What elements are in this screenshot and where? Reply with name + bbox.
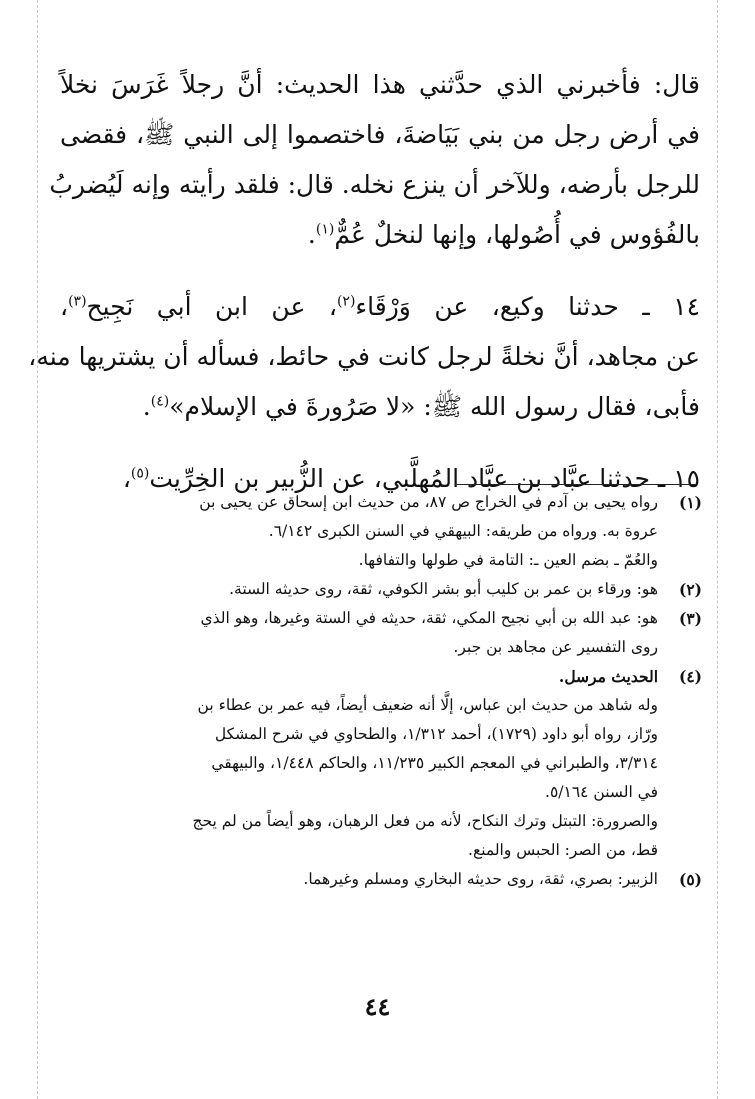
footnote-number: (١) [678, 493, 702, 512]
footnote-text: هو: ورقاء بن عمر بن كليب أبو بشر الكوفي، ثقة، روى حديثه الستة. [229, 580, 658, 598]
footnote-text: وله شاهد من حديث ابن عباس، إلَّا أنه ضعيف أيضاً، فيه عمر بن عطاء بن [197, 696, 658, 714]
text-line: ١٥ ـ حدثنا عبَّاد بن عبَّاد المُهلَّبي، عن الزُّبير بن الخِرِّيت$^{(٥)}$، [122, 464, 700, 493]
page-number: ٤٤ [364, 992, 391, 1021]
footnote-text: رواه يحيى بن آدم في الخراج ص ٨٧، من حديث ابن إسحاق عن يحيى بن [199, 493, 658, 511]
scan-guide-line [37, 0, 38, 1099]
footnote-text: عروة به. ورواه من طريقه: البيهقي في السنن الكبرى ٦/١٤٢. [268, 522, 658, 540]
text-line: قال: فأخبرني الذي حدَّثني هذا الحديث: أنَّ رجلاً غَرَسَ نخلاً [60, 70, 700, 99]
text-line: بالفُؤوس في أُصُولها، وإنها لنخلٌ عُمٌّ$^{(١)}$. [307, 220, 700, 249]
footnote-1 [58, 488, 702, 575]
text-line: ١٤ ـ حدثنا وكيع، عن وَرْقَاء$^{(٢)}$، عن ابن أبي نَجِيح$^{(٣)}$، [60, 292, 700, 321]
footnote-text: في السنن ٥/١٦٤. [545, 783, 658, 801]
footnote-text: روى التفسير عن مجاهد بن جبر. [453, 638, 658, 656]
footnote-text: الزبير: بصري، ثقة، روى حديثه البخاري ومسلم وغيرهما. [303, 870, 658, 888]
main-text [28, 60, 700, 504]
footnote-text: والعُمّ ـ بضم العين ـ: التامة في طولها والتفافها. [358, 551, 658, 569]
footnote-text: ورّاز، رواه أبو داود (١٧٢٩)، أحمد ١/٣١٢، والطحاوي في شرح المشكل [214, 725, 658, 743]
footnote-4 [58, 662, 702, 691]
footnote-text: والصرورة: التبتل وترك النكاح، لأنه من فعل الرهبان، وهو أيضاً من لم يحج [192, 812, 658, 830]
footnote-text: الحديث مرسل. [558, 667, 658, 686]
footnote-text: ٣/٣١٤، والطبراني في المعجم الكبير ١١/٢٣٥، والحاكم ١/٤٤٨، والبيهقي [211, 754, 658, 772]
footnote-2 [58, 575, 702, 604]
text-line: فأبى، فقال رسول الله ﷺ: «لا صَرُورةَ في الإسلام»$^{(٤)}$. [142, 392, 700, 421]
text-line: عن مجاهد، أنَّ نخلةً لرجل كانت في حائط، فسأله أن يشتريها منه، [28, 342, 700, 371]
footnote-text: هو: عبد الله بن أبي نجيح المكي، ثقة، حديثه في الستة وغيرها، وهو الذي [200, 609, 658, 627]
text-line: للرجل بأرضه، وللآخر أن ينزع نخله. قال: فلقد رأيته وإنه لَيُضربُ [49, 170, 700, 199]
footnote-number: (٤) [678, 667, 702, 686]
footnote-ref: (١) [315, 221, 335, 238]
footnote-4-continued [58, 691, 702, 865]
footnote-number: (٢) [678, 580, 702, 599]
footnotes [58, 488, 702, 894]
footnote-number: (٣) [678, 609, 702, 628]
footnote-separator [455, 484, 695, 485]
footnote-ref: (٥) [130, 465, 150, 482]
footnote-ref: (٢) [336, 293, 356, 310]
footnote-3 [58, 604, 702, 662]
footnote-5 [58, 865, 702, 894]
footnote-ref: (٣) [68, 293, 87, 310]
footnote-text: قط، من الصر: الحبس والمنع. [468, 841, 658, 859]
text-line: في أرض رجل من بني بَيَاضةَ، فاختصموا إلى النبي ﷺ، فقضى [60, 120, 700, 149]
footnote-number: (٥) [678, 870, 702, 889]
scan-guide-line [717, 0, 718, 1099]
footnote-ref: (٤) [150, 393, 170, 410]
